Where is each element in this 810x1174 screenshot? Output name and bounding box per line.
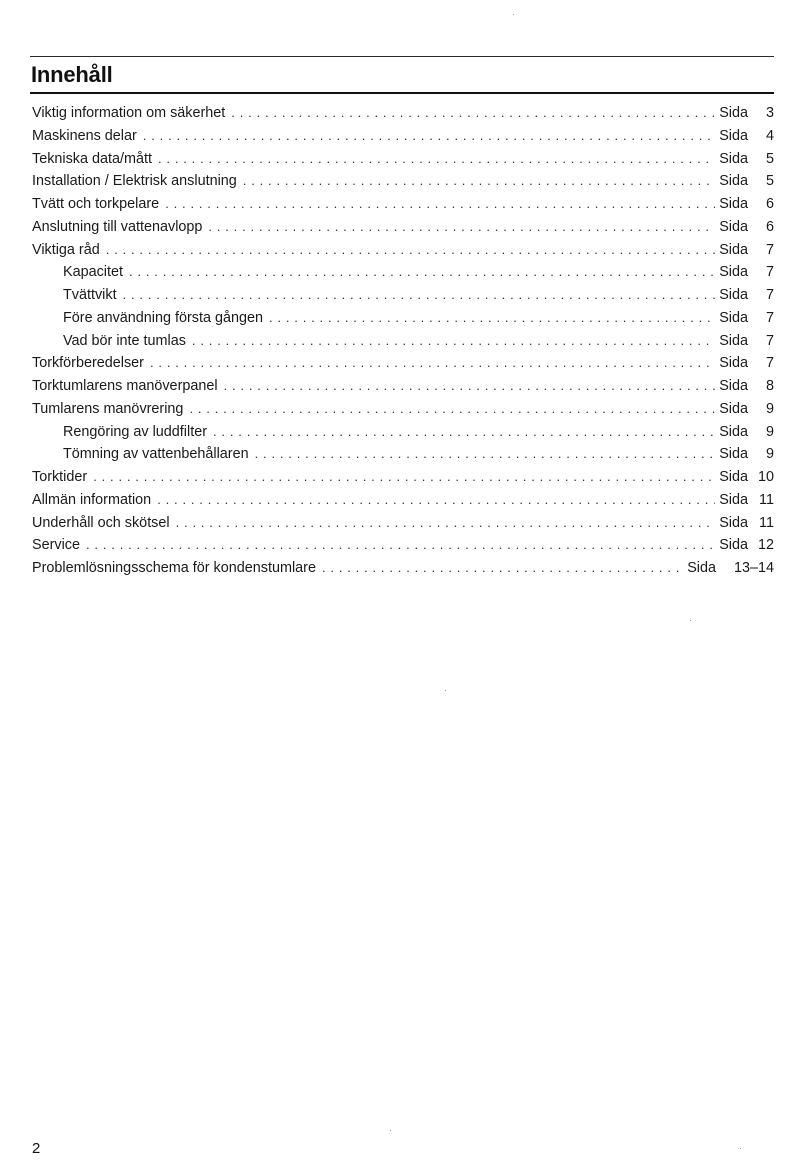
toc-entry — [32, 148, 774, 171]
toc-entry-page: 3 — [765, 105, 774, 121]
toc-entry-title: Tumlarens manövrering — [32, 400, 184, 417]
toc-entry-title: Före användning första gången — [63, 309, 264, 326]
toc-entry — [32, 125, 774, 148]
toc-entry-sida-label: Sida — [719, 150, 748, 167]
toc-entry-title: Allmän information — [32, 491, 152, 508]
toc-entry-sida-label: Sida — [687, 560, 716, 576]
toc-entry-title: Anslutning till vattenavlopp — [32, 218, 203, 235]
toc-entry — [32, 375, 774, 398]
toc-entry — [32, 421, 774, 444]
toc-entry-title: Problemlösningsschema för kondenstumlare — [32, 560, 316, 576]
toc-entry-title: Tvättvikt — [63, 287, 117, 303]
toc-entry — [32, 170, 774, 193]
toc-entry-title: Tömning av vattenbehållaren — [63, 446, 249, 463]
toc-dot-leader — [255, 443, 716, 466]
toc-entry-page: 7 — [765, 264, 774, 281]
toc-entry — [32, 352, 774, 375]
toc-entry — [32, 489, 774, 512]
toc-entry-sida-label: Sida — [719, 446, 748, 463]
toc-dot-leader — [176, 512, 716, 535]
toc-entry — [32, 284, 774, 307]
scan-speck — [513, 14, 514, 15]
toc-dot-leader — [123, 284, 716, 307]
toc-entry-title: Rengöring av luddfilter — [63, 423, 207, 440]
toc-dot-leader — [243, 170, 715, 193]
toc-entry-sida-label: Sida — [719, 537, 748, 554]
toc-entry-page: 7 — [765, 287, 774, 303]
toc-dot-leader — [224, 375, 716, 398]
toc-entry-page: 11 — [759, 514, 774, 531]
toc-entry-page: 10 — [757, 469, 774, 485]
toc-entry — [32, 512, 774, 535]
toc-dot-leader — [86, 534, 715, 557]
toc-entry-title: Kapacitet — [63, 264, 124, 281]
top-rule — [30, 56, 774, 57]
toc-dot-leader — [269, 307, 715, 330]
toc-entry-sida-label: Sida — [719, 378, 748, 394]
toc-entry-page: 6 — [765, 218, 774, 235]
toc-dot-leader — [192, 330, 715, 353]
toc-entry-title: Service — [32, 537, 80, 554]
page-number: 2 — [32, 1140, 41, 1157]
toc-entry-page: 7 — [765, 332, 774, 349]
toc-entry — [32, 466, 774, 489]
toc-entry-title: Tekniska data/mått — [32, 150, 152, 167]
toc-entry-sida-label: Sida — [719, 514, 748, 531]
toc-entry-page: 12 — [757, 537, 774, 554]
toc-entry — [32, 534, 774, 557]
toc-entry-page: 5 — [765, 150, 774, 167]
toc-dot-leader — [106, 239, 715, 262]
toc-entry-title: Maskinens delar — [32, 127, 137, 144]
toc-entry-page: 9 — [765, 423, 774, 440]
toc-dot-leader — [165, 193, 715, 216]
toc-entry — [32, 557, 774, 580]
toc-entry-title: Torkförberedelser — [32, 355, 144, 372]
toc-entry-sida-label: Sida — [719, 287, 748, 303]
toc-entry-page: 11 — [759, 491, 774, 508]
scan-speck — [690, 620, 691, 621]
toc-entry — [32, 443, 774, 466]
toc-entry-title: Underhåll och skötsel — [32, 514, 170, 531]
toc-entry-sida-label: Sida — [719, 423, 748, 440]
table-of-contents — [32, 102, 774, 580]
toc-dot-leader — [157, 489, 715, 512]
toc-entry-sida-label: Sida — [719, 127, 748, 144]
toc-dot-leader — [143, 125, 715, 148]
toc-entry-sida-label: Sida — [719, 400, 748, 417]
toc-entry — [32, 193, 774, 216]
toc-entry-title: Viktig information om säkerhet — [32, 105, 226, 121]
toc-entry-title: Installation / Elektrisk anslutning — [32, 173, 237, 190]
scan-speck — [445, 690, 446, 691]
toc-entry-sida-label: Sida — [719, 105, 748, 121]
toc-entry-page: 7 — [765, 309, 774, 326]
toc-entry — [32, 307, 774, 330]
toc-entry-page: 9 — [765, 446, 774, 463]
toc-dot-leader — [150, 352, 715, 375]
toc-entry-sida-label: Sida — [719, 241, 748, 258]
toc-entry-page: 4 — [765, 127, 774, 144]
toc-entry-page: 7 — [765, 355, 774, 372]
heading-rule — [30, 92, 774, 94]
toc-entry — [32, 239, 774, 262]
page-title: Innehåll — [31, 62, 113, 87]
toc-entry-page: 8 — [765, 378, 774, 394]
toc-entry-page: 9 — [765, 400, 774, 417]
toc-entry-sida-label: Sida — [719, 309, 748, 326]
toc-entry-page: 5 — [765, 173, 774, 190]
toc-dot-leader — [208, 216, 715, 239]
toc-entry — [32, 261, 774, 284]
toc-entry-sida-label: Sida — [719, 218, 748, 235]
toc-entry — [32, 330, 774, 353]
toc-entry — [32, 102, 774, 125]
toc-entry-sida-label: Sida — [719, 469, 748, 485]
toc-dot-leader — [129, 261, 715, 284]
toc-entry-sida-label: Sida — [719, 196, 748, 212]
toc-entry-title: Viktiga råd — [32, 241, 100, 258]
toc-entry-sida-label: Sida — [719, 491, 748, 508]
toc-entry-sida-label: Sida — [719, 264, 748, 281]
toc-dot-leader — [93, 466, 715, 489]
toc-entry-sida-label: Sida — [719, 332, 748, 349]
toc-entry — [32, 398, 774, 421]
toc-entry-title: Tvätt och torkpelare — [32, 196, 160, 212]
toc-dot-leader — [231, 102, 715, 125]
toc-dot-leader — [213, 421, 715, 444]
toc-dot-leader — [158, 148, 715, 171]
toc-entry-page: 6 — [765, 196, 774, 212]
toc-entry-title: Vad bör inte tumlas — [63, 332, 186, 349]
toc-entry-sida-label: Sida — [719, 173, 748, 190]
scan-speck — [740, 1148, 741, 1149]
toc-dot-leader — [189, 398, 715, 421]
toc-entry-sida-label: Sida — [719, 355, 748, 372]
toc-entry-title: Torktumlarens manöverpanel — [32, 378, 218, 394]
toc-entry-title: Torktider — [32, 469, 88, 485]
toc-entry — [32, 216, 774, 239]
scan-speck — [390, 1130, 391, 1131]
toc-entry-page: 13–14 — [733, 560, 774, 576]
toc-entry-page: 7 — [765, 241, 774, 258]
toc-dot-leader — [322, 557, 683, 580]
